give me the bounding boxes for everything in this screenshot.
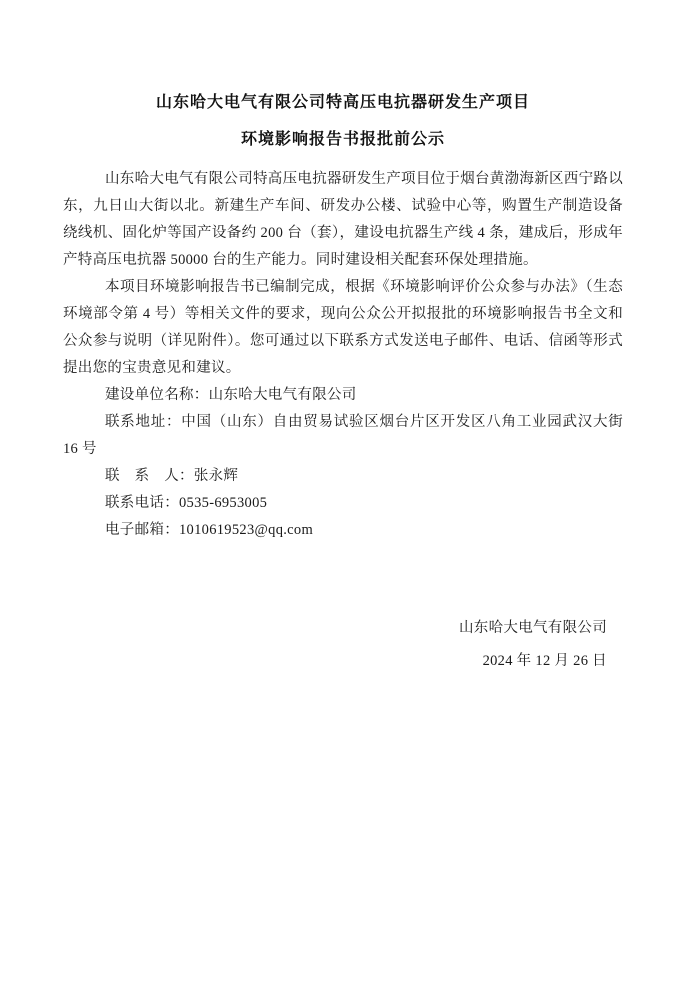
- contact-unit-value: 山东哈大电气有限公司: [208, 387, 357, 403]
- contact-unit-line: [63, 382, 623, 409]
- paragraph-public-notice: 本项目环境影响报告书已编制完成，根据《环境影响评价公众参与办法》（生态环境部令第 4 号）等相关文件的要求，现向公众公开拟报批的环境影响报告书全文和公众参与说明（详见附件）。您可通过以下联系方式发送电子邮件、电话、信函等形式提出您的宝贵意见和建议。: [63, 279, 623, 376]
- contact-phone-line: [63, 490, 623, 517]
- signature-date: 2024 年 12 月 26 日: [482, 653, 607, 669]
- contact-address-line: [63, 409, 623, 463]
- doc-title: [63, 84, 623, 158]
- contact-address-value: 中国（山东）自由贸易试验区烟台片区开发区八角工业园武汉大街 16 号: [63, 414, 624, 457]
- contact-unit-label: 建设单位名称：: [105, 387, 209, 403]
- contact-address-label: 联系地址：: [105, 414, 182, 430]
- doc-body: [63, 166, 623, 544]
- contact-person-line: [63, 463, 623, 490]
- contact-email-value: 1010619523@qq.com: [179, 522, 314, 538]
- doc-title-line1: 山东哈大电气有限公司特高压电抗器研发生产项目: [155, 94, 530, 111]
- contact-person-label: 联 系 人：: [105, 468, 194, 484]
- doc-signature: [63, 612, 623, 678]
- doc-title-line2: 环境影响报告书报批前公示: [240, 131, 445, 148]
- signature-company: 山东哈大电气有限公司: [459, 620, 607, 636]
- contact-phone-value: 0535-6953005: [179, 495, 268, 511]
- paragraph-project-overview: 山东哈大电气有限公司特高压电抗器研发生产项目位于烟台黄渤海新区西宁路以东，九日山大街以北。新建生产车间、研发办公楼、试验中心等，购置生产制造设备绕线机、固化炉等国产设备约 200 台（套），建设电抗器生产线 4 条，建成后，形成年产特高压电抗器 50000 台的生产能力。同时建设相关配套环保处理措施。: [63, 171, 623, 268]
- contact-person-value: 张永辉: [193, 468, 239, 484]
- contact-email-label: 电子邮箱：: [105, 522, 179, 538]
- contact-email-line: [63, 517, 623, 544]
- contact-phone-label: 联系电话：: [105, 495, 179, 511]
